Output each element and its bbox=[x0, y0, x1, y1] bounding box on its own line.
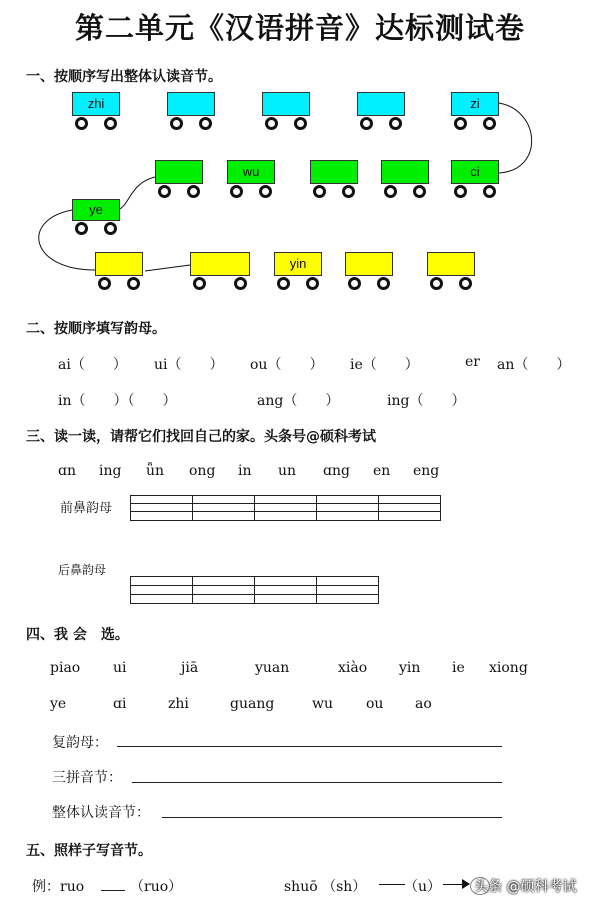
fill-label-triple: 三拼音节： bbox=[52, 770, 122, 786]
wheel-icon bbox=[75, 117, 88, 130]
wheel-icon bbox=[294, 117, 307, 130]
choice-item: jiā bbox=[181, 660, 199, 676]
choice-item: yin bbox=[399, 660, 421, 676]
watermark: 头条 @硕科考试 bbox=[474, 879, 577, 895]
train-car[interactable]: yin bbox=[274, 252, 322, 276]
choice-item: ie bbox=[452, 660, 465, 676]
wheel-icon bbox=[377, 277, 390, 290]
section-5-heading: 五、照样子写音节。 bbox=[26, 843, 152, 859]
choice-item: xiong bbox=[489, 660, 528, 676]
final-tile: un bbox=[278, 463, 297, 479]
fill-line-diphthong[interactable] bbox=[117, 745, 502, 747]
choice-item: ye bbox=[50, 696, 67, 712]
final-item: in（ ）（ ） bbox=[58, 393, 177, 409]
choice-item: ao bbox=[415, 696, 432, 712]
train-car[interactable] bbox=[190, 252, 250, 276]
final-tile: ǖn bbox=[146, 463, 165, 479]
wheel-icon bbox=[187, 185, 200, 198]
wheel-icon bbox=[193, 277, 206, 290]
section-4-heading: 四、我 会 选。 bbox=[26, 627, 129, 643]
wheel-icon bbox=[265, 117, 278, 130]
section-1-heading: 一、按顺序写出整体认读音节。 bbox=[26, 69, 222, 85]
train-car[interactable] bbox=[310, 160, 358, 184]
u-component: （u） bbox=[404, 879, 442, 895]
choice-item: zhi bbox=[168, 696, 189, 712]
wheel-icon bbox=[230, 185, 243, 198]
choice-item: xiào bbox=[338, 660, 368, 676]
final-item: ie（ ） bbox=[350, 357, 419, 373]
wheel-icon bbox=[170, 117, 183, 130]
wheel-icon bbox=[259, 185, 272, 198]
final-tile: ɑn bbox=[58, 463, 76, 479]
wheel-icon bbox=[98, 277, 111, 290]
wheel-icon bbox=[459, 277, 472, 290]
back-nasal-table[interactable] bbox=[130, 576, 379, 604]
example-label: 例：ruo bbox=[32, 879, 85, 895]
train-car[interactable]: ye bbox=[72, 199, 120, 221]
train-car[interactable] bbox=[427, 252, 475, 276]
wheel-icon bbox=[306, 277, 319, 290]
wheel-icon bbox=[313, 185, 326, 198]
train-car[interactable]: ci bbox=[451, 160, 499, 184]
wheel-icon bbox=[104, 117, 117, 130]
final-tile: eng bbox=[413, 463, 440, 479]
final-item: er bbox=[465, 354, 480, 370]
final-tile: ɑng bbox=[323, 463, 350, 479]
final-tile: en bbox=[373, 463, 391, 479]
final-item: ai（ ） bbox=[58, 357, 127, 373]
train-car[interactable] bbox=[262, 92, 310, 116]
arrow-head-icon bbox=[462, 879, 470, 889]
final-item: ing（ ） bbox=[387, 393, 466, 409]
final-tile: ong bbox=[189, 463, 216, 479]
example-answer: （ruo） bbox=[130, 879, 183, 895]
train-car[interactable] bbox=[345, 252, 393, 276]
wheel-icon bbox=[127, 277, 140, 290]
wheel-icon bbox=[483, 117, 496, 130]
fill-label-diphthong: 复韵母： bbox=[52, 735, 108, 751]
wheel-icon bbox=[348, 277, 361, 290]
wheel-icon bbox=[454, 117, 467, 130]
fill-line-whole[interactable] bbox=[162, 816, 502, 818]
section-2-heading: 二、按顺序填写韵母。 bbox=[26, 321, 166, 337]
train-car[interactable] bbox=[167, 92, 215, 116]
choice-item: ou bbox=[366, 696, 384, 712]
final-item: ui（ ） bbox=[154, 357, 224, 373]
back-nasal-label: 后鼻韵母 bbox=[58, 563, 107, 577]
wheel-icon bbox=[342, 185, 355, 198]
wheel-icon bbox=[75, 222, 88, 235]
final-tile: ing bbox=[99, 463, 122, 479]
wheel-icon bbox=[384, 185, 397, 198]
choice-item: yuan bbox=[255, 660, 290, 676]
wheel-icon bbox=[234, 277, 247, 290]
page-title: 第二单元《汉语拼音》达标测试卷 bbox=[74, 11, 525, 45]
train-car[interactable]: wu bbox=[227, 160, 275, 184]
train-car[interactable] bbox=[95, 252, 143, 276]
wheel-icon bbox=[277, 277, 290, 290]
fill-label-whole: 整体认读音节： bbox=[52, 805, 150, 821]
front-nasal-table[interactable] bbox=[130, 495, 441, 521]
wheel-icon bbox=[483, 185, 496, 198]
arrow-line-1 bbox=[379, 884, 405, 885]
train-car[interactable]: zi bbox=[451, 92, 499, 116]
wheel-icon bbox=[389, 117, 402, 130]
train-car[interactable]: zhi bbox=[72, 92, 120, 116]
final-item: ou（ ） bbox=[250, 357, 324, 373]
train-car[interactable] bbox=[381, 160, 429, 184]
wheel-icon bbox=[454, 185, 467, 198]
wheel-icon bbox=[360, 117, 373, 130]
choice-item: wu bbox=[312, 696, 333, 712]
wheel-icon bbox=[199, 117, 212, 130]
train-car[interactable] bbox=[155, 160, 203, 184]
wheel-icon bbox=[104, 222, 117, 235]
fill-line-triple[interactable] bbox=[132, 781, 502, 783]
choice-item: ɑi bbox=[113, 696, 127, 712]
section-3-heading: 三、读一读，请帮它们找回自己的家。头条号@硕科考试 bbox=[26, 429, 376, 445]
choice-item: piao bbox=[50, 660, 81, 676]
choice-item: guang bbox=[230, 696, 275, 712]
final-tile: in bbox=[238, 463, 252, 479]
train-car[interactable] bbox=[357, 92, 405, 116]
front-nasal-label: 前鼻韵母 bbox=[60, 501, 113, 516]
wheel-icon bbox=[430, 277, 443, 290]
wheel-icon bbox=[413, 185, 426, 198]
choice-item: ui bbox=[113, 660, 127, 676]
final-item: an（ ） bbox=[497, 357, 571, 373]
final-item: ang（ ） bbox=[257, 393, 340, 409]
shuo-syllable: shuō （sh） bbox=[284, 879, 367, 895]
example-blank bbox=[101, 889, 125, 891]
wheel-icon bbox=[158, 185, 171, 198]
